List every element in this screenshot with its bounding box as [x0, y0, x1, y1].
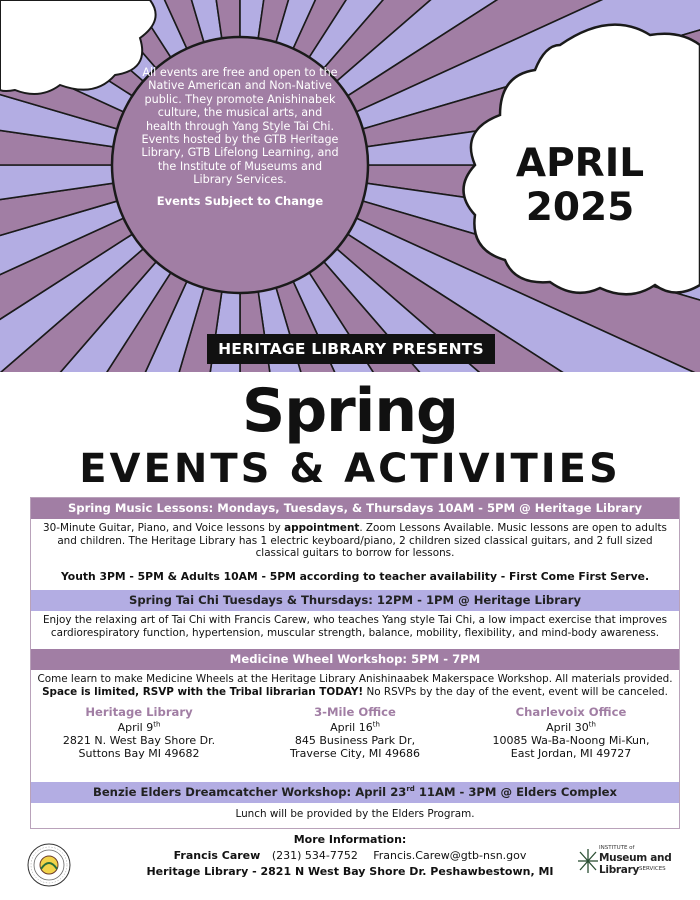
music-lessons-heading: Spring Music Lessons: Mondays, Tuesdays, & Thursdays 10AM - 5PM @ Heritage Library [31, 498, 679, 519]
location-3-mile-office: 3-Mile Office April 16th 845 Business Park Dr, Traverse City, MI 49686 [290, 705, 420, 760]
imls-logo [577, 842, 677, 882]
presents-banner: HERITAGE LIBRARY PRESENTS [207, 334, 495, 364]
imls-institute-text: INSTITUTE of [599, 845, 635, 851]
imls-services-text: SERVICES [639, 866, 666, 872]
event-month-year [505, 142, 655, 230]
contact-phone: (231) 534-7752 [271, 849, 358, 862]
contact-email[interactable]: Francis.Carew@gtb-nsn.gov [373, 849, 527, 862]
music-lessons-description: 30-Minute Guitar, Piano, and Voice lessons by appointment. Zoom Lessons Available. Music lessons are open to adults and children. The Heritage Library has 1 electric keyboard/piano, 2 children sized classical guitars, and 2 full sized classical guitars to borrow for lessons. [43, 522, 667, 560]
month: APRIL [515, 141, 645, 186]
events-subject-to-change: Events Subject to Change [156, 193, 324, 208]
tai-chi-heading: Spring Tai Chi Tuesdays & Thursdays: 12PM - 1PM @ Heritage Library [31, 590, 679, 611]
imls-burst-icon [577, 848, 599, 874]
rsvp-notice: Space is limited, RSVP with the Tribal librarian TODAY! [42, 685, 364, 698]
tribal-seal-icon [27, 843, 71, 887]
dreamcatcher-description: Lunch will be provided by the Elders Program. [235, 808, 475, 820]
contact-line: Francis Carew (231) 534-7752 Francis.Carew@gtb-nsn.gov [173, 849, 527, 862]
music-lessons-note: Youth 3PM - 5PM & Adults 10AM - 5PM according to teacher availability - First Come First Serve. [60, 570, 650, 583]
title-events-activities: EVENTS & ACTIVITIES [79, 446, 621, 492]
year: 2025 [525, 185, 635, 230]
location-heritage-library: Heritage Library April 9th 2821 N. West Bay Shore Dr. Suttons Bay MI 49682 [62, 705, 216, 760]
medicine-wheel-heading: Medicine Wheel Workshop: 5PM - 7PM [31, 649, 679, 670]
more-info-heading: More Information: [293, 833, 407, 846]
medicine-wheel-description: Come learn to make Medicine Wheels at the Heritage Library Anishinaabek Makerspace Workshop. All materials provided. Space is limited, RSVP with the Tribal librarian TODAY! No RSVPs by the day of the event, event will be canceled. [37, 673, 673, 698]
location-charlevoix-office: Charlevoix Office April 30th 10085 Wa-Ba-Noong Mi-Kun, East Jordan, MI 49727 [492, 705, 650, 760]
footer-address: Heritage Library - 2821 N West Bay Shore Dr. Peshawbestown, MI [146, 865, 554, 878]
dreamcatcher-heading: Benzie Elders Dreamcatcher Workshop: April 23rd 11AM - 3PM @ Elders Complex [31, 782, 679, 803]
events-panel [30, 497, 680, 829]
hero-banner [0, 0, 700, 372]
circle-description: All events are free and open to the Native American and Non-Native public. They promote Anishinabek culture, the musical arts, and health through Yang Style Tai Chi. Events hosted by the GTB Heritage Library, GTB Lifelong Learning, and the Institute of Museums and Library Services. [141, 66, 339, 187]
tai-chi-description: Enjoy the relaxing art of Tai Chi with Francis Carew, who teaches Yang style Tai Chi, a low impact exercise that improves cardiorespiratory function, hypertension, muscular strength, balance, mobility, flexibility, and mind-body awareness. [42, 614, 668, 639]
title-spring: Spring [242, 376, 458, 446]
circle-info [140, 66, 340, 208]
imls-name-text: Museum and Library [599, 852, 672, 876]
